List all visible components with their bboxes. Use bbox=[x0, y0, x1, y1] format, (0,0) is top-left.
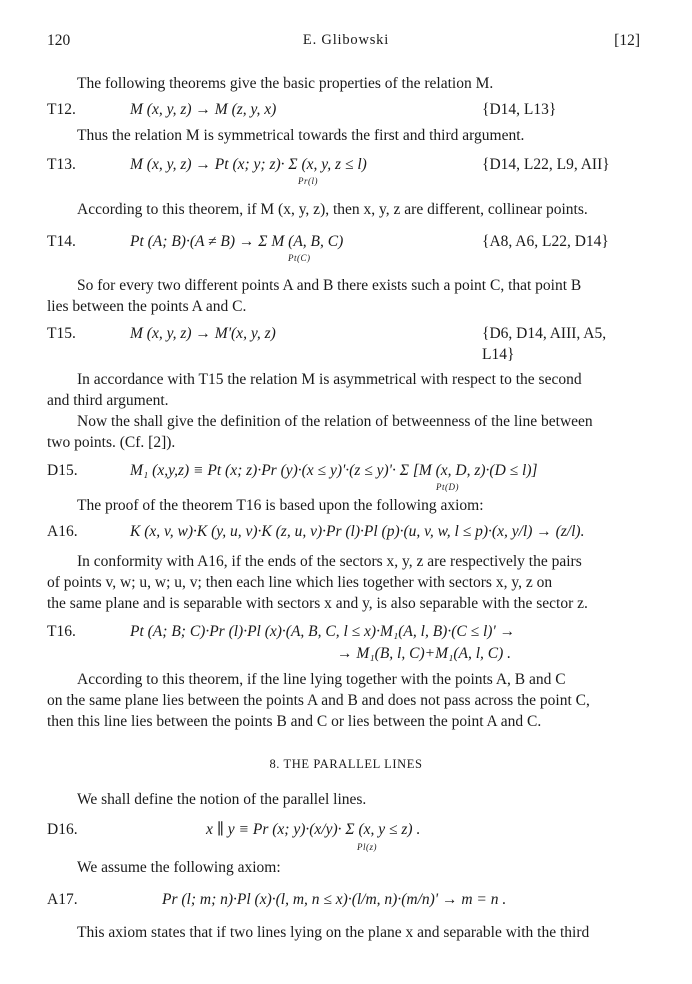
theorem-references: {D14, L22, L9, AII} bbox=[482, 156, 610, 173]
theorem-formula: M (x, y, z) → M (z, y, x) bbox=[130, 101, 277, 118]
paragraph-line: the same plane and is separable with sectors x and y, is also separable with the sector z. bbox=[47, 595, 588, 612]
theorem-label: T15. bbox=[47, 325, 76, 342]
theorem-label: T12. bbox=[47, 101, 76, 118]
theorem-formula: M (x, y, z) → Pt (x; y; z)· Σ (x, y, z ≤ l) bbox=[130, 156, 367, 173]
definition-label: D15. bbox=[47, 462, 78, 479]
paragraph-line: on the same plane lies between the points A and B and does not pass across the point C, bbox=[47, 692, 590, 709]
paragraph-line: of points v, w; u, w; u, v; then each line which lies together with sectors x, y, z on bbox=[47, 574, 553, 591]
running-title: E. Glibowski bbox=[302, 32, 390, 48]
axiom-formula: K (x, v, w)·K (y, u, v)·K (z, u, v)·Pr (l)·Pl (p)·(u, v, w, l ≤ p)·(x, y/l) → (z/l). bbox=[130, 523, 585, 540]
paragraph-line: The following theorems give the basic properties of the relation M. bbox=[77, 75, 494, 92]
paragraph-line: We assume the following axiom: bbox=[77, 859, 281, 876]
paragraph-line: two points. (Cf. [2]). bbox=[47, 434, 176, 451]
paragraph-line: In conformity with A16, if the ends of the sectors x, y, z are respectively the pairs bbox=[77, 553, 582, 570]
definition-formula: M₁ (x,y,z) ≡ Pt (x; z)·Pr (y)·(x ≤ y)'·(z ≤ y)'· Σ [M (x, D, z)·(D ≤ l)] bbox=[130, 462, 538, 479]
paragraph-line: According to this theorem, if the line lying together with the points A, B and C bbox=[77, 671, 566, 688]
section-heading: 8. THE PARALLEL LINES bbox=[269, 757, 423, 771]
theorem-formula: → M₁(B, l, C)+M₁(A, l, C) . bbox=[337, 645, 512, 662]
axiom-formula: Pr (l; m; n)·Pl (x)·(l, m, n ≤ x)·(l/m, n)·(m/n)' → m = n . bbox=[162, 891, 507, 908]
paragraph-line: and third argument. bbox=[47, 392, 169, 409]
theorem-formula: Pt (A; B; C)·Pr (l)·Pl (x)·(A, B, C, l ≤ x)·M₁(A, l, B)·(C ≤ l)' → bbox=[130, 623, 516, 640]
paragraph-line: According to this theorem, if M (x, y, z), then x, y, z are different, collinear points. bbox=[77, 201, 588, 218]
paragraph-line: This axiom states that if two lines lying on the plane x and separable with the third bbox=[77, 924, 590, 941]
paragraph-line: So for every two different points A and B there exists such a point C, that point B bbox=[77, 277, 582, 294]
sum-subscript: Pt(D) bbox=[436, 482, 459, 492]
theorem-label: T13. bbox=[47, 156, 76, 173]
axiom-label: A17. bbox=[47, 891, 78, 908]
paragraph-line: then this line lies between the points B and C or lies between the point A and C. bbox=[47, 713, 542, 730]
header-reference: [12] bbox=[614, 32, 640, 49]
paragraph-line: Thus the relation M is symmetrical towards the first and third argument. bbox=[77, 127, 525, 144]
paragraph-line: In accordance with T15 the relation M is asymmetrical with respect to the second bbox=[77, 371, 582, 388]
theorem-references: {D14, L13} bbox=[482, 101, 557, 118]
theorem-formula: M (x, y, z) → M'(x, y, z) bbox=[130, 325, 276, 342]
paragraph-line: We shall define the notion of the parallel lines. bbox=[77, 791, 367, 808]
sum-subscript: Pr(l) bbox=[298, 176, 318, 186]
paragraph-line: The proof of the theorem T16 is based upon the following axiom: bbox=[77, 497, 484, 514]
theorem-references: L14} bbox=[482, 346, 515, 363]
definition-formula: x ∥ y ≡ Pr (x; y)·(x/y)· Σ (x, y ≤ z) . bbox=[206, 821, 421, 838]
theorem-formula: Pt (A; B)·(A ≠ B) → Σ M (A, B, C) bbox=[130, 233, 344, 250]
sum-subscript: Pl(z) bbox=[357, 842, 377, 852]
axiom-label: A16. bbox=[47, 523, 78, 540]
theorem-references: {D6, D14, AIII, A5, bbox=[482, 325, 607, 342]
paragraph-line: lies between the points A and C. bbox=[47, 298, 247, 315]
theorem-label: T16. bbox=[47, 623, 76, 640]
definition-label: D16. bbox=[47, 821, 78, 838]
theorem-label: T14. bbox=[47, 233, 76, 250]
theorem-references: {A8, A6, L22, D14} bbox=[482, 233, 609, 250]
paragraph-line: Now the shall give the definition of the relation of betweenness of the line between bbox=[77, 413, 593, 430]
page-number: 120 bbox=[47, 32, 71, 49]
sum-subscript: Pt(C) bbox=[288, 253, 311, 263]
